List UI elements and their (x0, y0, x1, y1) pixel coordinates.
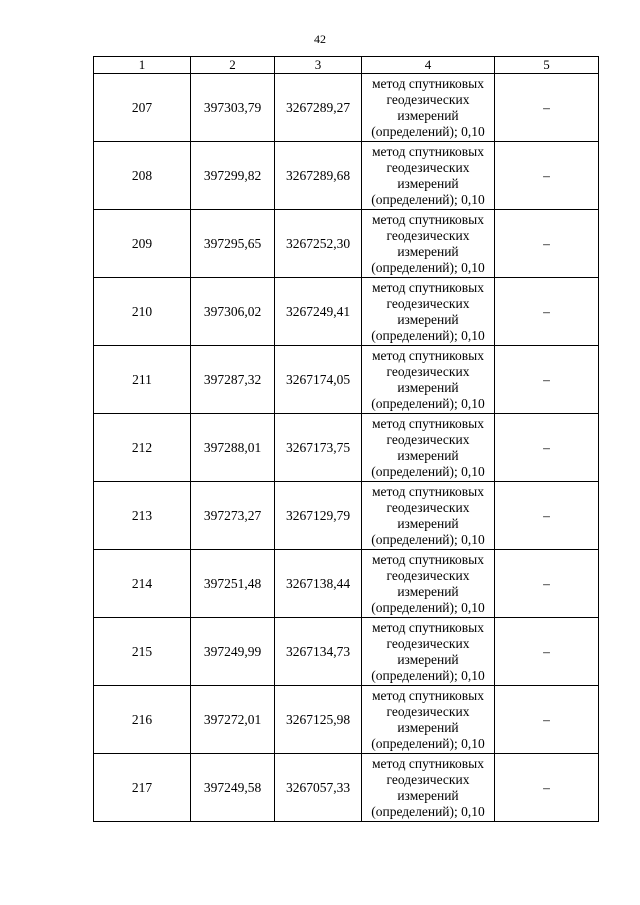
note-cell: – (495, 142, 599, 210)
y-coordinate-cell: 3267252,30 (275, 210, 362, 278)
point-number-cell: 209 (94, 210, 191, 278)
x-coordinate-cell: 397303,79 (191, 74, 275, 142)
note-cell: – (495, 414, 599, 482)
point-number-cell: 212 (94, 414, 191, 482)
method-cell (362, 414, 495, 482)
method-line: метод спутниковых (372, 347, 484, 363)
method-line: (определений); 0,10 (371, 327, 485, 343)
table-row (94, 550, 599, 618)
page-number: 42 (314, 32, 326, 46)
point-number-cell: 214 (94, 550, 191, 618)
method-line: геодезических (386, 227, 470, 243)
method-line: измерений (397, 311, 459, 327)
point-number-cell: 210 (94, 278, 191, 346)
note-cell: – (495, 550, 599, 618)
method-line: геодезических (386, 91, 470, 107)
method-line: метод спутниковых (372, 143, 484, 159)
table-row (94, 210, 599, 278)
column-header: 5 (495, 57, 599, 74)
method-line: метод спутниковых (372, 755, 484, 771)
method-line: (определений); 0,10 (371, 395, 485, 411)
method-line: измерений (397, 651, 459, 667)
note-cell: – (495, 74, 599, 142)
coordinates-table (93, 56, 599, 822)
method-cell (362, 210, 495, 278)
method-line: метод спутниковых (372, 211, 484, 227)
method-line: (определений); 0,10 (371, 191, 485, 207)
method-line: (определений); 0,10 (371, 463, 485, 479)
table-row (94, 618, 599, 686)
method-line: метод спутниковых (372, 75, 484, 91)
method-line: метод спутниковых (372, 415, 484, 431)
method-cell (362, 142, 495, 210)
method-line: геодезических (386, 635, 470, 651)
method-line: геодезических (386, 363, 470, 379)
y-coordinate-cell: 3267173,75 (275, 414, 362, 482)
method-line: метод спутниковых (372, 483, 484, 499)
table-row (94, 754, 599, 822)
note-cell: – (495, 618, 599, 686)
x-coordinate-cell: 397251,48 (191, 550, 275, 618)
column-header: 2 (191, 57, 275, 74)
x-coordinate-cell: 397295,65 (191, 210, 275, 278)
method-line: геодезических (386, 295, 470, 311)
column-header: 3 (275, 57, 362, 74)
table-row (94, 414, 599, 482)
point-number-cell: 215 (94, 618, 191, 686)
table-row (94, 482, 599, 550)
y-coordinate-cell: 3267174,05 (275, 346, 362, 414)
y-coordinate-cell: 3267249,41 (275, 278, 362, 346)
method-line: геодезических (386, 771, 470, 787)
method-cell (362, 346, 495, 414)
method-cell (362, 686, 495, 754)
point-number-cell: 207 (94, 74, 191, 142)
note-cell: – (495, 210, 599, 278)
x-coordinate-cell: 397288,01 (191, 414, 275, 482)
y-coordinate-cell: 3267289,27 (275, 74, 362, 142)
method-line: (определений); 0,10 (371, 803, 485, 819)
x-coordinate-cell: 397249,58 (191, 754, 275, 822)
note-cell: – (495, 754, 599, 822)
method-line: измерений (397, 787, 459, 803)
y-coordinate-cell: 3267129,79 (275, 482, 362, 550)
x-coordinate-cell: 397249,99 (191, 618, 275, 686)
method-line: (определений); 0,10 (371, 667, 485, 683)
method-line: измерений (397, 583, 459, 599)
method-cell (362, 618, 495, 686)
method-line: (определений); 0,10 (371, 735, 485, 751)
method-line: измерений (397, 515, 459, 531)
x-coordinate-cell: 397272,01 (191, 686, 275, 754)
method-line: метод спутниковых (372, 619, 484, 635)
method-line: метод спутниковых (372, 551, 484, 567)
method-line: измерений (397, 175, 459, 191)
column-header: 4 (362, 57, 495, 74)
method-line: метод спутниковых (372, 279, 484, 295)
y-coordinate-cell: 3267138,44 (275, 550, 362, 618)
point-number-cell: 217 (94, 754, 191, 822)
point-number-cell: 211 (94, 346, 191, 414)
method-line: измерений (397, 379, 459, 395)
table-body (94, 74, 599, 822)
table-row (94, 142, 599, 210)
method-cell (362, 754, 495, 822)
method-cell (362, 74, 495, 142)
method-line: измерений (397, 447, 459, 463)
point-number-cell: 216 (94, 686, 191, 754)
y-coordinate-cell: 3267125,98 (275, 686, 362, 754)
y-coordinate-cell: 3267289,68 (275, 142, 362, 210)
note-cell: – (495, 346, 599, 414)
method-line: (определений); 0,10 (371, 259, 485, 275)
x-coordinate-cell: 397306,02 (191, 278, 275, 346)
table-row (94, 346, 599, 414)
note-cell: – (495, 278, 599, 346)
method-cell (362, 278, 495, 346)
table-row (94, 278, 599, 346)
method-line: геодезических (386, 159, 470, 175)
method-line: геодезических (386, 499, 470, 515)
y-coordinate-cell: 3267057,33 (275, 754, 362, 822)
point-number-cell: 213 (94, 482, 191, 550)
table-row (94, 686, 599, 754)
method-line: (определений); 0,10 (371, 123, 485, 139)
x-coordinate-cell: 397287,32 (191, 346, 275, 414)
method-line: геодезических (386, 567, 470, 583)
point-number-cell: 208 (94, 142, 191, 210)
method-cell (362, 482, 495, 550)
table-header-row (94, 57, 599, 74)
method-cell (362, 550, 495, 618)
method-line: измерений (397, 107, 459, 123)
x-coordinate-cell: 397299,82 (191, 142, 275, 210)
column-header: 1 (94, 57, 191, 74)
y-coordinate-cell: 3267134,73 (275, 618, 362, 686)
method-line: геодезических (386, 703, 470, 719)
method-line: метод спутниковых (372, 687, 484, 703)
note-cell: – (495, 482, 599, 550)
method-line: измерений (397, 243, 459, 259)
method-line: (определений); 0,10 (371, 531, 485, 547)
note-cell: – (495, 686, 599, 754)
method-line: (определений); 0,10 (371, 599, 485, 615)
method-line: измерений (397, 719, 459, 735)
x-coordinate-cell: 397273,27 (191, 482, 275, 550)
method-line: геодезических (386, 431, 470, 447)
table-row (94, 74, 599, 142)
